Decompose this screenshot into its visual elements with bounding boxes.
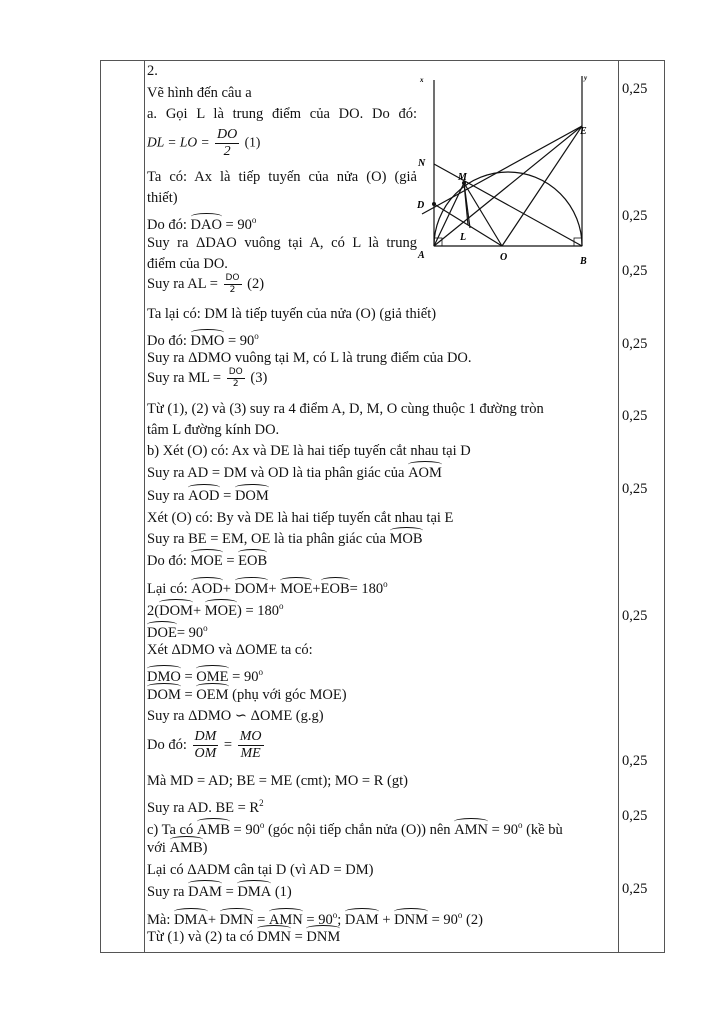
score: 0,25 [622, 608, 648, 624]
line: Do đó: DAO = $90^o$ [147, 215, 257, 233]
line: Suy ra ΔDMO ∽ ΔOME (g.g) [147, 708, 324, 724]
semicircle-o [434, 172, 582, 246]
line: Suy ra ML = $\frac{DO}{2}$ (3) [147, 367, 268, 389]
label-d: D [417, 200, 425, 211]
line: Mà MD = AD; BE = ME (cmt); MO = R (gt) [147, 773, 408, 789]
line: $2(DOM+ MOE) = 180^o$ [147, 601, 284, 619]
column-divider [144, 61, 145, 952]
line: Xét ΔDMO và ΔOME ta có: [147, 642, 313, 658]
label-o: O [500, 252, 508, 263]
line: Suy ra ΔDMO vuông tại M, có L là trung điểm của DO. [147, 350, 472, 366]
label-m: M [458, 172, 467, 183]
line: DL = LO = $\frac{DO}{2}$ (1) [147, 127, 261, 159]
score: 0,25 [622, 263, 648, 279]
line: Từ (1), (2) và (3) suy ra 4 điểm A, D, M, O cùng thuộc 1 đường tròn [147, 401, 544, 417]
line: 2. [147, 63, 158, 79]
score: 0,25 [622, 408, 648, 424]
line: Suy ra AL = $\frac{DO}{2}$ (2) [147, 273, 265, 295]
line: Do đó: MOE = EOB [147, 553, 268, 569]
line: Suy ra DAM = DMA (1) [147, 884, 292, 900]
line: $DOE= 90^o$ [147, 623, 208, 641]
line: Suy ra ΔDAO vuông tại A, có L là trung [147, 235, 417, 251]
line: Xét (O) có: By và DE là hai tiếp tuyến cắt nhau tại E [147, 510, 454, 526]
segment-oe [502, 126, 582, 246]
segment-nb [434, 164, 582, 246]
line: Vẽ hình đến câu a [147, 85, 252, 101]
line: Ta lại có: DM là tiếp tuyến của nửa (O) (giả thiết) [147, 306, 437, 322]
label-y: y [584, 74, 588, 82]
line: a. Gọi L là trung điểm của DO. Do đó: [147, 106, 417, 122]
line: Mà: DMA+ DMN = AMN = $90^o$; DAM + DNM = $90^o$ (2) [147, 910, 483, 928]
line: với AMB) [147, 840, 208, 856]
geometry-figure [412, 68, 608, 268]
line: Suy ra AD = DM và OD là tia phân giác của AOM [147, 465, 442, 481]
line: Do đó: DMO = $90^o$ [147, 331, 259, 349]
line: Suy ra AD. BE = $R^2$ [147, 798, 264, 816]
line: Lại có ΔADM cân tại D (vì AD = DM) [147, 862, 374, 878]
score: 0,25 [622, 208, 648, 224]
label-e: E [580, 126, 587, 137]
score: 0,25 [622, 336, 648, 352]
line: điểm của DO. [147, 256, 228, 272]
line: Suy ra BE = EM, OE là tia phân giác của MOB [147, 531, 423, 547]
line: Do đó: $\frac{DM}{OM}$ = $\frac{MO}{ME}$ [147, 729, 262, 761]
score: 0,25 [622, 881, 648, 897]
score: 0,25 [622, 481, 648, 497]
score: 0,25 [622, 81, 648, 97]
line: b) Xét (O) có: Ax và DE là hai tiếp tuyến cắt nhau tại D [147, 443, 471, 459]
line: DMO = OME = $90^o$ [147, 667, 263, 685]
label-n: N [418, 158, 426, 169]
column-divider [618, 61, 619, 952]
line: c) Ta có AMB = $90^o$ (góc nội tiếp chắn nửa (O)) nên AMN = $90^o$ (kề bù [147, 820, 563, 838]
line: Suy ra AOD = DOM [147, 488, 269, 504]
segment-an [434, 126, 582, 246]
score: 0,25 [622, 753, 648, 769]
label-b: B [580, 256, 587, 267]
line: Từ (1) và (2) ta có DMN = DNM [147, 929, 341, 945]
label-x: x [420, 76, 424, 84]
fraction-do-2: $\frac{DO}{2}$ [217, 127, 238, 159]
line: DOM = OEM (phụ với góc MOE) [147, 687, 347, 703]
score: 0,25 [622, 808, 648, 824]
line: thiết) [147, 190, 178, 206]
line: Ta có: Ax là tiếp tuyến của nửa (O) (giả [147, 169, 417, 185]
line: tâm L đường kính DO. [147, 422, 280, 438]
label-l: L [460, 232, 467, 243]
line: Lại có: $AOD+ DOM+ MOE+EOB= 180^o$ [147, 579, 388, 597]
label-a: A [418, 250, 425, 261]
segment-om [464, 183, 502, 246]
